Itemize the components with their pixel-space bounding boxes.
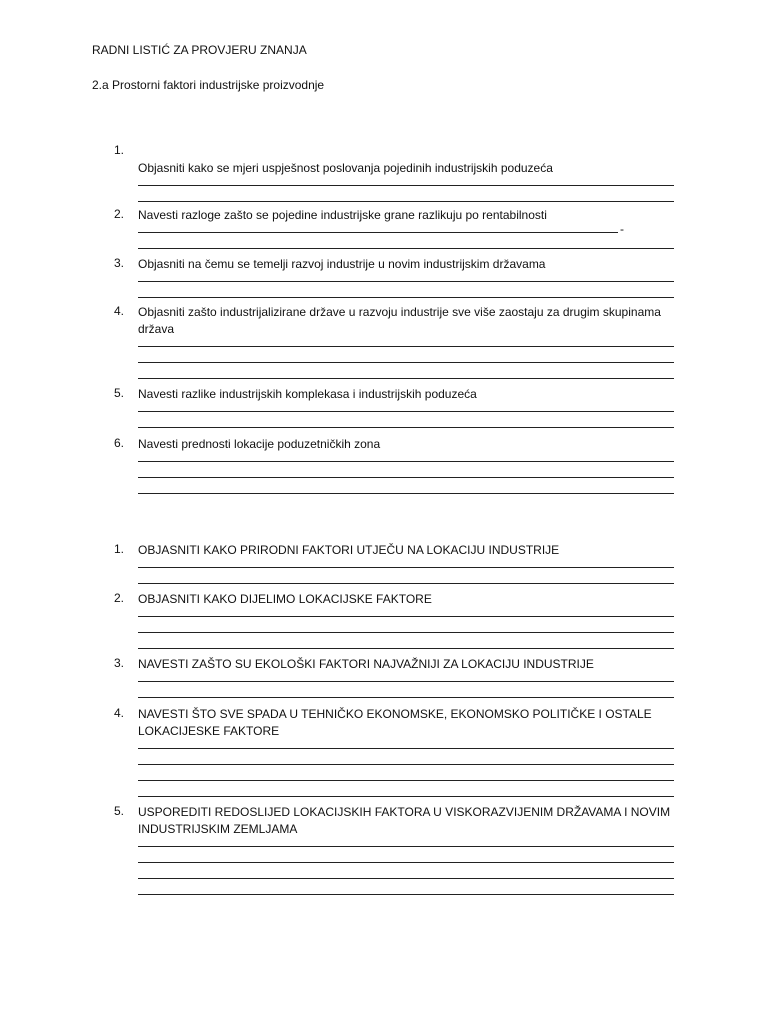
answer-line[interactable] bbox=[138, 567, 674, 568]
question-number: 3. bbox=[114, 656, 125, 670]
answer-line[interactable] bbox=[138, 248, 674, 249]
question-number: 5. bbox=[114, 386, 125, 400]
question-text: Navesti razlike industrijskih komplekasa i industrijskih poduzeća bbox=[138, 387, 477, 401]
question-number: 3. bbox=[114, 256, 125, 270]
answer-line[interactable] bbox=[138, 201, 674, 202]
answer-line[interactable] bbox=[138, 346, 674, 347]
question-text: Navesti razloge zašto se pojedine industrijske grane razlikuju po rentabilnosti bbox=[138, 208, 547, 222]
question-text: Navesti prednosti lokacije poduzetničkih zona bbox=[138, 437, 381, 451]
answer-line[interactable] bbox=[138, 648, 674, 649]
question-1-3 bbox=[114, 256, 674, 298]
worksheet-subtitle: 2.a Prostorni faktori industrijske proizvodnje bbox=[92, 78, 325, 92]
answer-line[interactable] bbox=[138, 697, 674, 698]
answer-line[interactable] bbox=[138, 748, 674, 749]
question-number: 1. bbox=[114, 542, 125, 556]
answer-line[interactable] bbox=[138, 862, 674, 863]
question-1-6 bbox=[114, 436, 674, 494]
question-text: USPOREDITI REDOSLIJED LOKACIJSKIH FAKTORA U VISKORAZVIJENIM DRŽAVAMA I NOVIM INDUSTRIJSKIM ZEMLJAMA bbox=[138, 805, 671, 836]
answer-line[interactable] bbox=[138, 281, 674, 282]
answer-line[interactable] bbox=[138, 878, 674, 879]
question-number: 2. bbox=[114, 207, 125, 221]
question-text: NAVESTI ZAŠTO SU EKOLOŠKI FAKTORI NAJVAŽNIJI ZA LOKACIJU INDUSTRIJE bbox=[138, 657, 594, 671]
answer-line[interactable] bbox=[138, 411, 674, 412]
question-number: 4. bbox=[114, 304, 125, 318]
question-number: 6. bbox=[114, 436, 125, 450]
question-2-1 bbox=[114, 542, 674, 584]
answer-line[interactable] bbox=[138, 477, 674, 478]
dash-mark: - bbox=[620, 222, 624, 236]
answer-line[interactable] bbox=[138, 222, 624, 236]
question-2-2 bbox=[114, 591, 674, 649]
answer-line[interactable] bbox=[138, 796, 674, 797]
question-2-5 bbox=[114, 804, 674, 895]
answer-line[interactable] bbox=[138, 616, 674, 617]
question-text: Objasniti zašto industrijalizirane države u razvoju industrije sve više zaostaju za drugim skupinama država bbox=[138, 305, 661, 336]
answer-line[interactable] bbox=[138, 583, 674, 584]
answer-line[interactable] bbox=[138, 780, 674, 781]
answer-line[interactable] bbox=[138, 185, 674, 186]
answer-line[interactable] bbox=[138, 461, 674, 462]
answer-line[interactable] bbox=[138, 632, 674, 633]
answer-line[interactable] bbox=[138, 681, 674, 682]
answer-line[interactable] bbox=[138, 297, 674, 298]
answer-line[interactable] bbox=[138, 764, 674, 765]
answer-line[interactable] bbox=[138, 378, 674, 379]
question-number: 4. bbox=[114, 706, 125, 720]
answer-line[interactable] bbox=[138, 362, 674, 363]
question-2-4 bbox=[114, 706, 674, 797]
answer-line[interactable] bbox=[138, 846, 674, 847]
question-number: 2. bbox=[114, 591, 125, 605]
question-1-4 bbox=[114, 304, 674, 379]
question-number: 1. bbox=[114, 143, 125, 157]
question-text: Objasniti kako se mjeri uspješnost poslovanja pojedinih industrijskih poduzeća bbox=[138, 161, 553, 175]
question-text: NAVESTI ŠTO SVE SPADA U TEHNIČKO EKONOMSKE, EKONOMSKO POLITIČKE I OSTALE LOKACIJESKE FAKTORE bbox=[138, 707, 652, 738]
question-text: Objasniti na čemu se temelji razvoj industrije u novim industrijskim državama bbox=[138, 257, 546, 271]
question-2-3 bbox=[114, 656, 674, 698]
answer-line[interactable] bbox=[138, 894, 674, 895]
question-1-1 bbox=[114, 143, 674, 202]
answer-line[interactable] bbox=[138, 493, 674, 494]
question-text: OBJASNITI KAKO DIJELIMO LOKACIJSKE FAKTORE bbox=[138, 592, 432, 606]
question-1-2 bbox=[114, 207, 674, 249]
question-number: 5. bbox=[114, 804, 125, 818]
answer-line[interactable] bbox=[138, 427, 674, 428]
worksheet-header: RADNI LISTIĆ ZA PROVJERU ZNANJA bbox=[92, 43, 307, 57]
question-text: OBJASNITI KAKO PRIRODNI FAKTORI UTJEČU NA LOKACIJU INDUSTRIJE bbox=[138, 543, 560, 557]
question-1-5 bbox=[114, 386, 674, 428]
